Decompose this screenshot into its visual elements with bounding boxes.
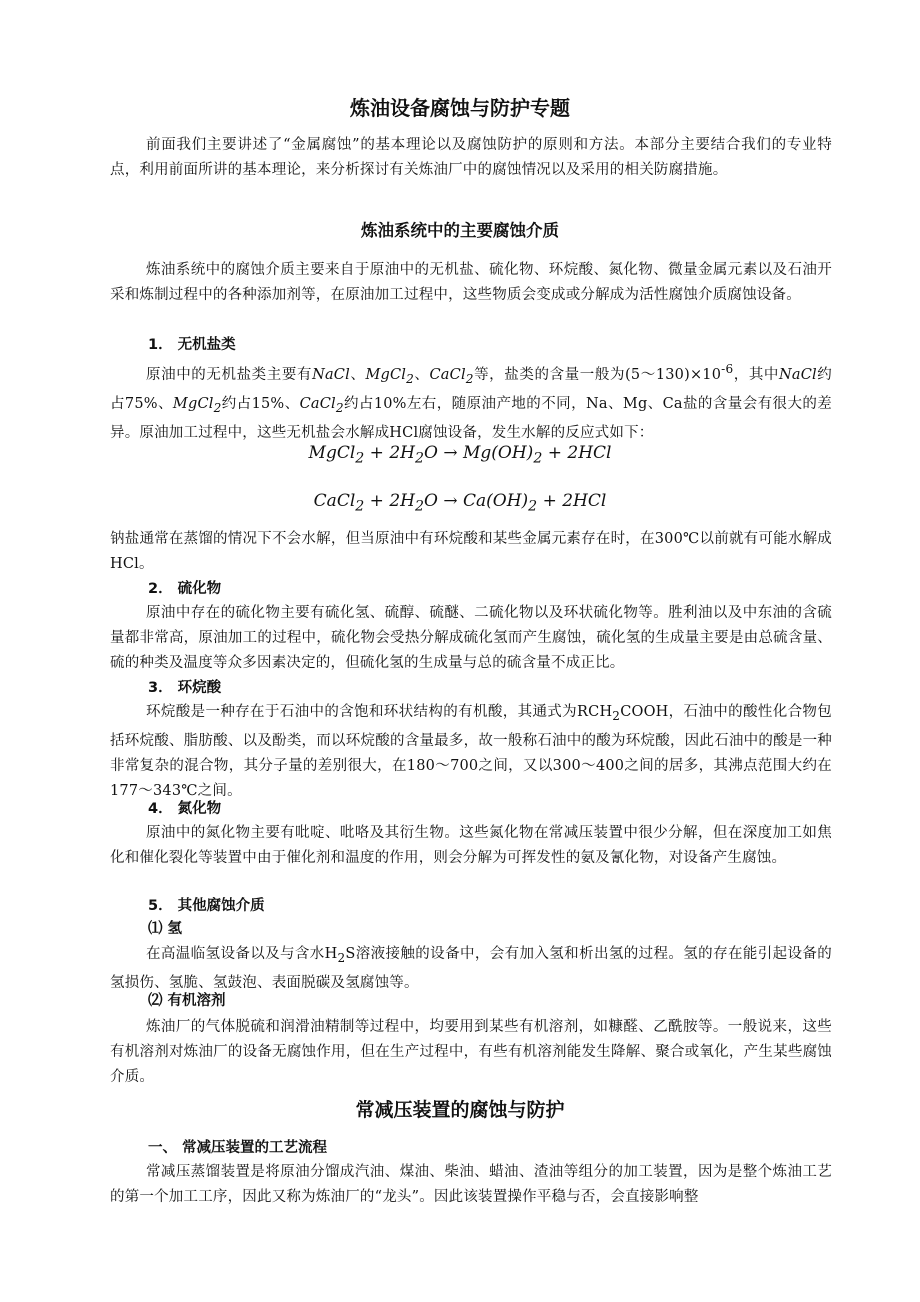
process-flow-paragraph: 常减压蒸馏装置是将原油分馏成汽油、煤油、柴油、蜡油、渣油等组分的加工装置，因为是整个炼油工艺的第一个加工工序，因此又称为炼油厂的“龙头”。因此该装置操作平稳与否，会直接影响整: [110, 1164, 832, 1205]
intro-paragraph: 前面我们主要讲述了“金属腐蚀”的基本理论以及腐蚀防护的原则和方法。本部分主要结合我们的专业特点，利用前面所讲的基本理论，来分析探讨有关炼油厂中的腐蚀情况以及采用的相关防腐措施。: [110, 137, 832, 178]
subheading-sulfides: 2． 硫化物: [148, 581, 222, 597]
nitrides-paragraph: 原油中的氮化物主要有吡啶、吡咯及其衍生物。这些氮化物在常减压装置中很少分解，但在深度加工如焦化和催化裂化等装置中由于催化剂和温度的作用，则会分解为可挥发性的氨及氰化物，对设备产生腐蚀。: [110, 825, 832, 866]
document-title: 炼油设备腐蚀与防护专题: [350, 96, 570, 120]
sodium-salt-paragraph: 钠盐通常在蒸馏的情况下不会水解，但当原油中有环烷酸和某些金属元素存在时，在300℃以前就有可能水解成HCl。: [110, 531, 832, 572]
section-intro-paragraph: 炼油系统中的腐蚀介质主要来自于原油中的无机盐、硫化物、环烷酸、氮化物、微量金属元素以及石油开采和炼制过程中的各种添加剂等，在原油加工过程中，这些物质会变成或分解成为活性腐蚀介质腐蚀设备。: [110, 262, 832, 303]
naphthenic-acid-paragraph: 环烷酸是一种存在于石油中的含饱和环状结构的有机酸，其通式为$RCH_2COOH$，石油中的酸性化合物包括环烷酸、脂肪酸、以及酚类，而以环烷酸的含量最多，故一般称石油中的酸为环烷酸，因此石油中的酸是一种非常复杂的混合物，其分子量的差别很大，在180～700之间，又以300～400之间的居多，其沸点范围大约在177～343℃之间。: [110, 704, 832, 799]
subheading-other-media: 5． 其他腐蚀介质: [148, 898, 265, 914]
subheading-hydrogen: ⑴ 氢: [148, 921, 183, 937]
inorganic-salts-paragraph: 原油中的无机盐类主要有NaCl、MgCl$_2$、CaCl$_2$等，盐类的含量一般为$(5\sim 130)\times 10^{-6}$，其中NaCl约占75%、MgCl$_2$约占15%、CaCl$_2$约占10%左右，随原油产地的不同，Na、Mg、Ca盐的含量会有很大的差异。原油加工过程中，这些无机盐会水解成HCl腐蚀设备，发生水解的反应式如下：: [110, 362, 833, 441]
section-heading-corrosive-media: 炼油系统中的主要腐蚀介质: [361, 221, 559, 240]
hydrogen-paragraph: 在高温临氢设备以及与含水$H_2S$溶液接触的设备中，会有加入氢和析出氢的过程。氢的存在能引起设备的氢损伤、氢脆、氢鼓泡、表面脱碳及氢腐蚀等。: [110, 946, 832, 991]
sulfides-paragraph: 原油中存在的硫化物主要有硫化氢、硫醇、硫醚、二硫化物以及环状硫化物等。胜利油以及中东油的含硫量都非常高，原油加工的过程中，硫化物会受热分解成硫化氢而产生腐蚀，硫化氢的生成量主要是由总硫含量、硫的种类及温度等众多因素决定的，但硫化氢的生成量与总的硫含量不成正比。: [110, 605, 832, 671]
subheading-organic-solvents: ⑵ 有机溶剂: [148, 993, 226, 1009]
subheading-inorganic-salts: 1． 无机盐类: [148, 337, 236, 353]
organic-solvents-paragraph: 炼油厂的气体脱硫和润滑油精制等过程中，均要用到某些有机溶剂，如糠醛、乙酰胺等。一般说来，这些有机溶剂对炼油厂的设备无腐蚀作用，但在生产过程中，有些有机溶剂能发生降解、聚合或氧化，产生某些腐蚀介质。: [110, 1019, 832, 1085]
section-heading-atmospheric-vacuum: 常减压装置的腐蚀与防护: [355, 1099, 565, 1121]
equation-mgcl2-hydrolysis: MgCl$_2$ + $2H_2O \to Mg(OH)_2 + 2HCl$: [308, 443, 612, 467]
subheading-process-flow: 一、 常减压装置的工艺流程: [148, 1140, 328, 1156]
subheading-naphthenic-acid: 3． 环烷酸: [148, 680, 222, 696]
equation-cacl2-hydrolysis: CaCl$_2$ + $2H_2O \to Ca(OH)_2 + 2HCl$: [313, 491, 607, 515]
subheading-nitrides: 4． 氮化物: [148, 801, 222, 817]
